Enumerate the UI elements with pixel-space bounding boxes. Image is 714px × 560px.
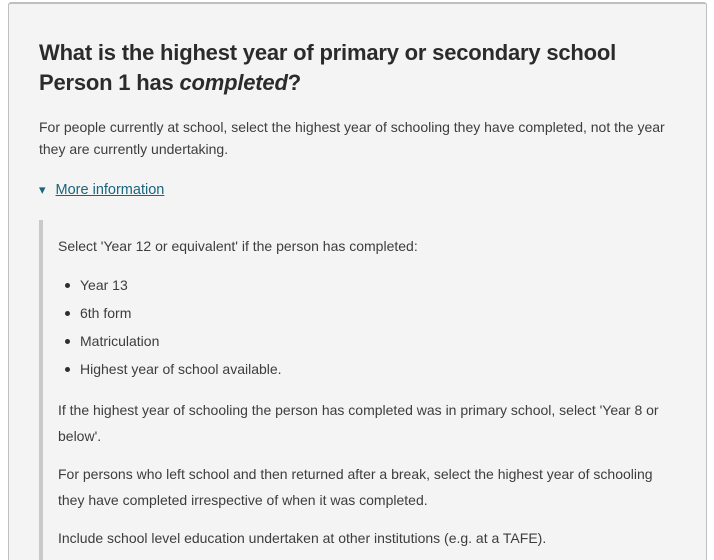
question-heading-prefix: What is the highest year of primary or secondary school Person 1 has [39, 40, 617, 95]
question-heading [39, 38, 641, 98]
info-panel-lead: Select 'Year 12 or equivalent' if the person has completed: [58, 238, 418, 254]
question-heading-emphasis: completed [179, 70, 288, 95]
list-item [58, 271, 663, 299]
bullet-icon [65, 283, 70, 288]
info-panel-paragraphs [58, 397, 663, 551]
question-intro-text: For people currently at school, select the highest year of schooling they have completed, not the year they are currently undertaking. [39, 119, 665, 157]
list-item [58, 327, 663, 355]
bullet-icon [65, 339, 70, 344]
more-information-toggle[interactable] [39, 181, 164, 199]
question-card [8, 2, 707, 560]
info-panel-paragraph: For persons who left school and then returned after a break, select the highest year of schooling they have completed irrespective of when it was completed. [58, 466, 653, 508]
list-item-text: Year 13 [80, 277, 128, 293]
list-item [58, 355, 663, 383]
list-item [58, 299, 663, 327]
list-item-text: Matriculation [80, 333, 160, 349]
bullet-icon [65, 311, 70, 316]
bullet-icon [65, 367, 70, 372]
list-item-text: 6th form [80, 305, 132, 321]
info-panel-bullet-list [58, 271, 663, 383]
caret-down-icon: ▾ [39, 182, 46, 197]
question-heading-suffix: ? [287, 70, 301, 95]
more-information-panel [39, 220, 671, 560]
info-panel-paragraph: Include school level education undertaken at other institutions (e.g. at a TAFE). [58, 530, 547, 546]
info-panel-paragraph: If the highest year of schooling the person has completed was in primary school, select 'Year 8 or below'. [58, 402, 659, 444]
more-information-label: More information [55, 182, 165, 198]
list-item-text: Highest year of school available. [80, 361, 282, 377]
